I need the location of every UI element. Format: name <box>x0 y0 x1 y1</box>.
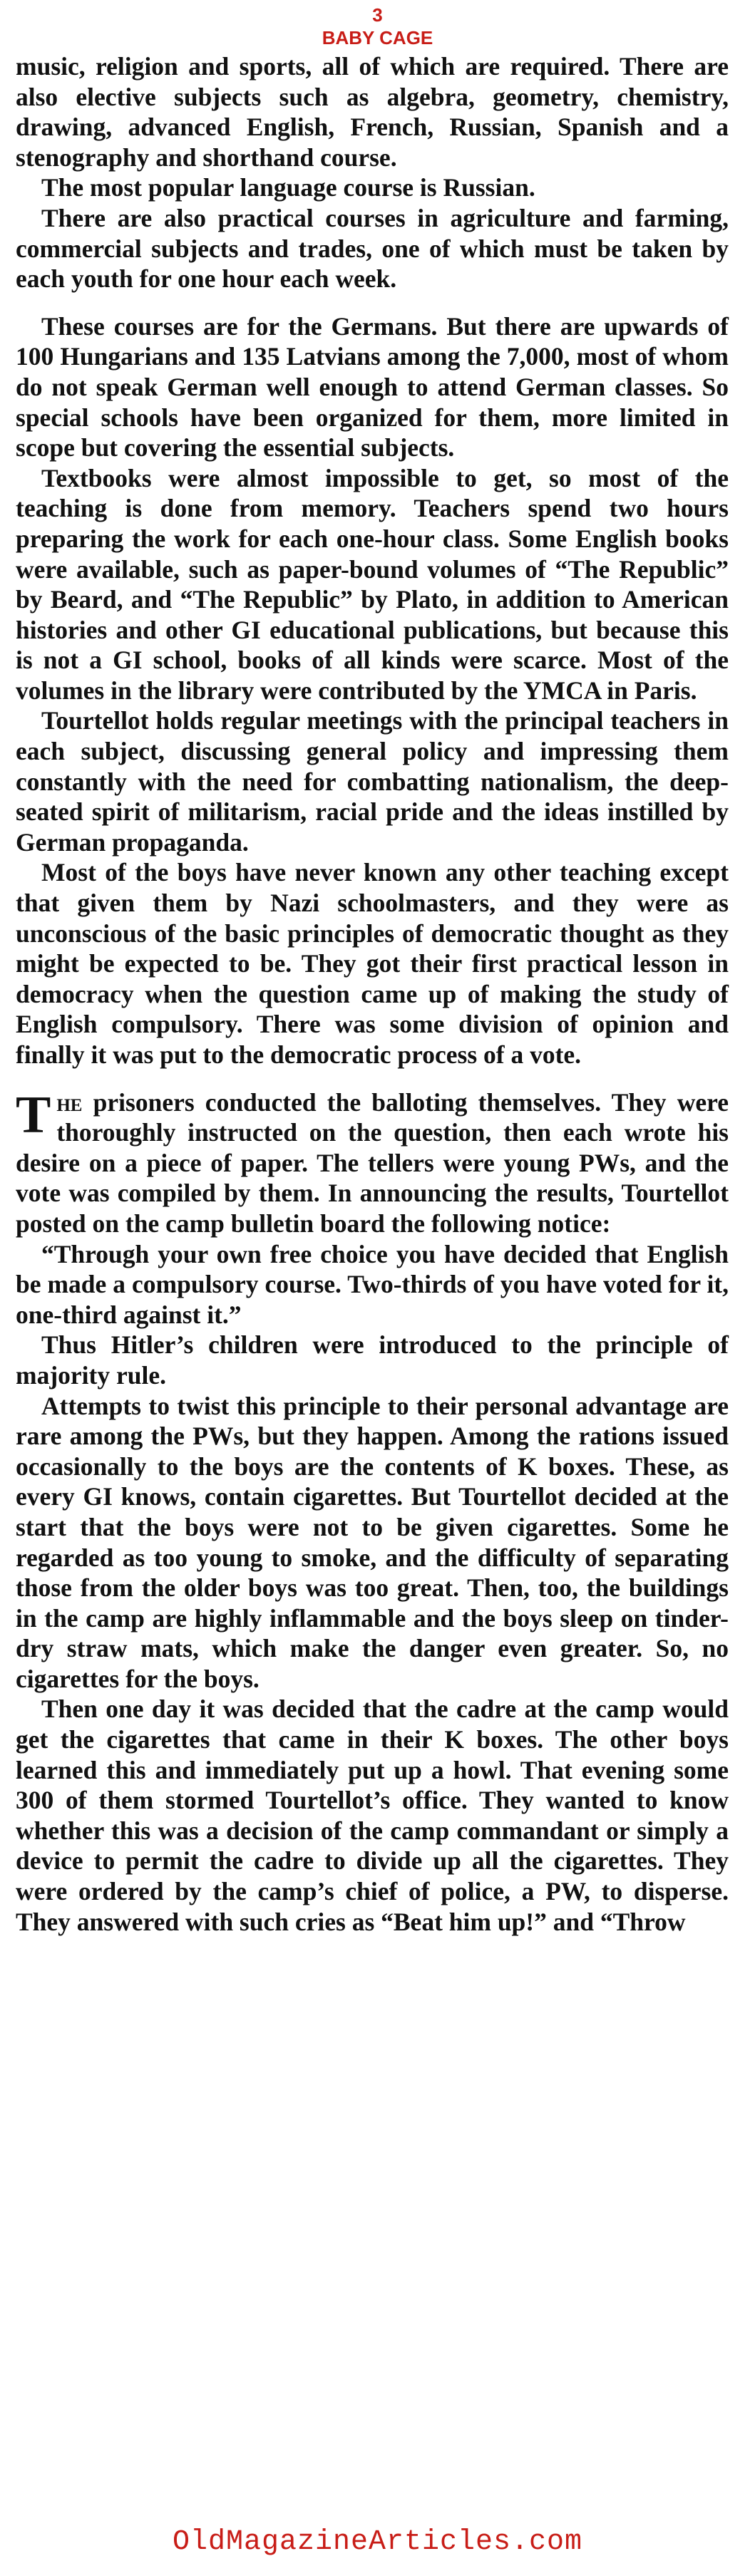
paragraph-5: Textbooks were almost impossible to get, so most of the teaching is done from memory. Teachers spend two hours preparing the work for each one-hour class. Some English books were available, such as paper-bound volumes of “The Republic” by Beard, and “The Republic” by Plato, in addition to American histories and other GI educational publications, but because this is not a GI school, books of all kinds were scarce. Most of the volumes in the library were contributed by the YMCA in Paris. <box>16 463 729 705</box>
paragraph-1: music, religion and sports, all of which are required. There are also elective subjects such as algebra, geometry, chemistry, drawing, advanced English, French, Russian, Spanish and a stenography and shorthand course. <box>16 52 729 172</box>
paragraph-8-lead: he <box>56 1087 83 1117</box>
paragraph-8 <box>16 1087 729 1239</box>
paragraph-10: Thus Hitler’s children were introduced to the principle of majority rule. <box>16 1330 729 1390</box>
paragraph-9: “Through your own free choice you have decided that English be made a compulsory course. Two-thirds of you have voted for it, one-third against it.” <box>16 1239 729 1329</box>
paragraph-2: The most popular language course is Russian. <box>41 173 535 202</box>
running-title: BABY CAGE <box>322 27 433 48</box>
paragraph-4: These courses are for the Germans. But there are upwards of 100 Hungarians and 135 Latvians among the 7,000, most of whom do not speak German well enough to attend German classes. So special schools have been organized for them, more limited in scope but covering the essential subjects. <box>16 311 729 462</box>
paragraph-12: Then one day it was decided that the cadre at the camp would get the cigarettes that came in their K boxes. The other boys learned this and immediately put up a howl. That evening some 300 of them stormed Tourtellot’s office. They wanted to know whether this was a decision of the camp commandant or simply a device to permit the cadre to divide up all the cigarettes. They were ordered by the camp’s chief of police, a PW, to disperse. They answered with such cries as “Beat him up!” and “Throw <box>16 1695 729 1936</box>
paragraph-6: Tourtellot holds regular meetings with the principal teachers in each subject, discussing general policy and impressing them constantly with the need for combatting nationalism, the deep-seated spirit of militarism, racial pride and the ideas instilled by German propaganda. <box>16 706 729 857</box>
drop-cap: T <box>16 1085 51 1144</box>
page-number: 3 <box>372 4 383 26</box>
paragraph-8-text: prisoners conducted the balloting themselves. They were thoroughly instructed on the question, then each wrote his desire on a piece of paper. The tellers were young PWs, and the vote was compiled by them. In announcing the results, Tourtellot posted on the camp bulletin board the following notice: <box>16 1087 729 1238</box>
paragraph-11: Attempts to twist this principle to their personal advantage are rare among the PWs, but they happen. Among the rations issued occasionally to the boys are the contents of K boxes. These, as every GI knows, contain cigarettes. But Tourtellot decided at the start that the boys were not to be given cigarettes. Some he regarded as too young to smoke, and the difficulty of separating those from the older boys was too great. Then, too, the buildings in the camp are highly inflammable and the boys sleep on tinder-dry straw mats, which make the danger even greater. So, no cigarettes for the boys. <box>16 1391 729 1693</box>
article-body <box>16 51 729 1937</box>
paragraph-7: Most of the boys have never known any other teaching except that given them by Nazi schoolmasters, and they were as unconscious of the basic principles of democratic thought as they might be expected to be. They got their first practical lesson in democracy when the question came up of making the study of English compulsory. There was some division of opinion and finally it was put to the democratic process of a vote. <box>16 858 729 1069</box>
paragraph-3: There are also practical courses in agriculture and farming, commercial subjects and trades, one of which must be taken by each youth for one hour each week. <box>16 203 729 294</box>
site-watermark: OldMagazineArticles.com <box>172 2526 583 2558</box>
